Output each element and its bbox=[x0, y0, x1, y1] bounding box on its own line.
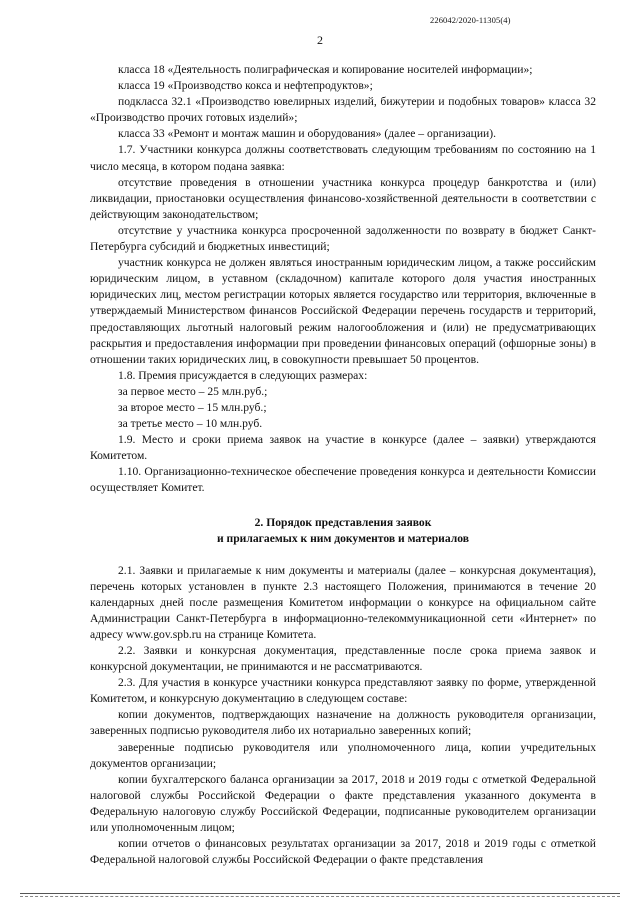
paragraph: копии отчетов о финансовых результатах организации за 2017, 2018 и 2019 годы с отметкой Федеральной налоговой службы Российской Федерации о факте представления bbox=[90, 837, 596, 867]
paragraph: заверенные подписью руководителя или уполномоченного лица, копии учредительных документов организации; bbox=[90, 740, 596, 770]
footer-rule-dashed bbox=[20, 896, 620, 897]
paragraph: за второе место – 15 млн.руб.; bbox=[118, 400, 267, 414]
footer-rule bbox=[20, 893, 620, 894]
paragraph: класса 19 «Производство кокса и нефтепродуктов»; bbox=[118, 79, 373, 93]
paragraph: отсутствие проведения в отношении участника конкурса процедур банкротства и (или) ликвидации, приостановки осуществления финансово-хозяйственной деятельности в соответствии с действующим законодательством; bbox=[90, 175, 596, 221]
paragraph: участник конкурса не должен являться иностранным юридическим лицом, а также российским юридическим лицом, в уставном (складочном) капитале которого доля участия иностранных юридических лиц, местом регистрации которых является государство или территория, включенные в утверждаемый Министерством финансов Российской Федерации перечень государств и территорий, предоставляющих льготный налоговый режим налогообложения и (или) не предусматривающих раскрытия и предоставления информации при проведении финансовых операций (офшорные зоны) в отношении таких юридических лиц, в совокупности превышает 50 процентов. bbox=[90, 256, 596, 366]
paragraph: 1.10. Организационно-техническое обеспечение проведения конкурса и деятельности Комиссии осуществляет Комитет. bbox=[90, 465, 596, 495]
paragraph: класса 18 «Деятельность полиграфическая и копирование носителей информации»; bbox=[118, 63, 533, 76]
section-heading bbox=[90, 515, 596, 547]
paragraph: 2.3. Для участия в конкурсе участники конкурса представляют заявку по форме, утвержденной Комитетом, и конкурсную документацию в следующем составе: bbox=[90, 676, 596, 706]
paragraph: за первое место – 25 млн.руб.; bbox=[118, 384, 268, 398]
paragraph: 2.1. Заявки и прилагаемые к ним документы и материалы (далее – конкурсная документация), перечень которых установлен в пункте 2.3 настоящего Положения, принимаются в течение 20 календарных дней после размещения Комитетом информации о конкурсе на официальном сайте Администрации Санкт-Петербурга в информационно-телекоммуникационной сети «Интернет» по адресу www.gov.spb.ru на странице Комитета. bbox=[90, 563, 596, 641]
paragraph: 1.8. Премия присуждается в следующих размерах: bbox=[118, 368, 368, 382]
paragraph: 2.2. Заявки и конкурсная документация, представленные после срока приема заявок и конкурсной документации, не принимаются и не рассматриваются. bbox=[90, 644, 596, 674]
paragraph: подкласса 32.1 «Производство ювелирных изделий, бижутерии и подобных товаров» класса 32 «Производство прочих готовых изделий»; bbox=[90, 95, 596, 125]
paragraph: за третье место – 10 млн.руб. bbox=[118, 417, 263, 431]
paragraph: копии документов, подтверждающих назначение на должность руководителя организации, заверенных подписью руководителя либо их нотариально заверенных копий; bbox=[90, 708, 596, 738]
paragraph: класса 33 «Ремонт и монтаж машин и оборудования» (далее – организации). bbox=[118, 127, 497, 141]
paragraph: 1.9. Место и сроки приема заявок на участие в конкурсе (далее – заявки) утверждаются Комитетом. bbox=[90, 433, 596, 463]
section-heading-line1: 2. Порядок представления заявок bbox=[254, 515, 432, 529]
document-body bbox=[90, 62, 596, 868]
paragraph: 1.7. Участники конкурса должны соответствовать следующим требованиям по состоянию на 1 число месяца, в котором подана заявка: bbox=[90, 143, 596, 173]
paragraph: отсутствие у участника конкурса просроченной задолженности по возврату в бюджет Санкт-Петербурга субсидий и бюджетных инвестиций; bbox=[90, 223, 596, 254]
section-heading-line2: и прилагаемых к ним документов и материалов bbox=[216, 531, 470, 545]
paragraph-group-2 bbox=[90, 563, 596, 869]
document-number: 226042/2020-11305(4) bbox=[430, 15, 511, 25]
paragraph: копии бухгалтерского баланса организации за 2017, 2018 и 2019 годы с отметкой Федеральной налоговой службы Российской Федерации о факте представления указанного документа в Федеральную налоговую службу Российской Федерации, подписанные руководителем организации или уполномоченным лицом; bbox=[90, 772, 596, 835]
page-number: 2 bbox=[317, 33, 323, 47]
paragraph-group-1 bbox=[90, 62, 596, 497]
